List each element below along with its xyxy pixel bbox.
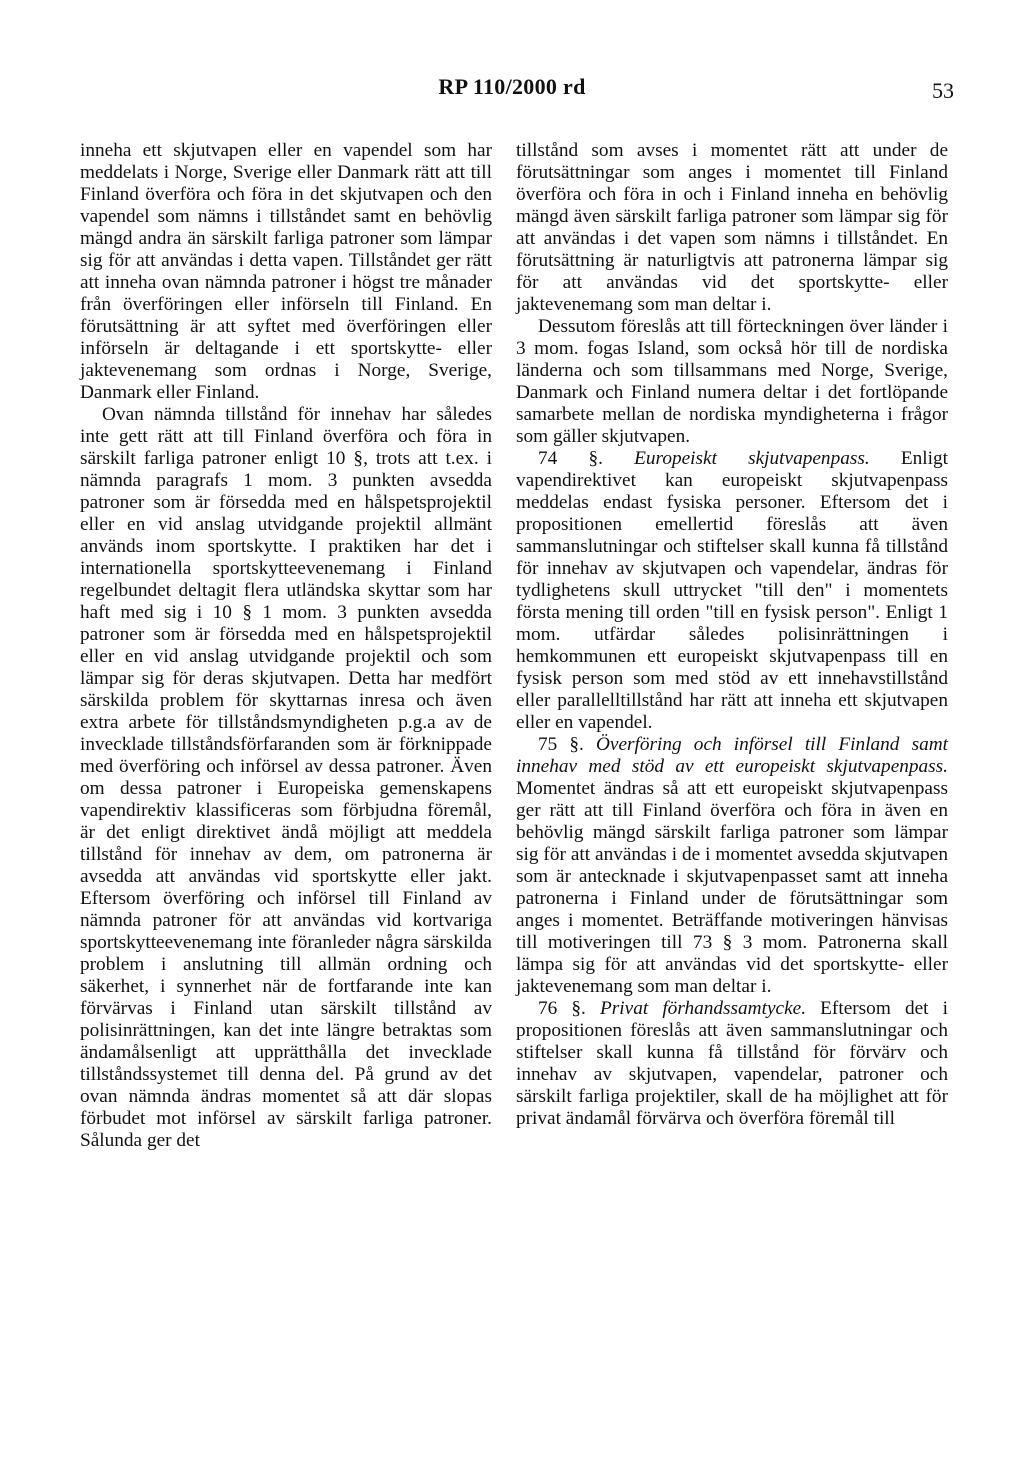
section-74-heading: Europeiskt skjutvapenpass.: [634, 448, 870, 469]
section-75-heading: Överföring och införsel till Finland samt innehav med stöd av ett europeiskt skjutvapenpass.: [516, 734, 948, 777]
section-74-paragraph: [516, 448, 948, 734]
section-76-paragraph: [516, 998, 948, 1130]
document-title: RP 110/2000 rd: [438, 74, 586, 99]
section-75-number: 75 §.: [538, 734, 596, 755]
right-paragraph-2: Dessutom föreslås att till förteckningen över länder i 3 mom. fogas Island, som också hör till de nordiska länderna och som tillsammans med Norge, Sverige, Danmark och Finland numera deltar i det fortlöpande samarbete mellan de nordiska myndigheterna i frågor som gäller skjutvapen.: [516, 316, 948, 447]
section-75-paragraph: [516, 734, 948, 998]
left-paragraph-1: inneha ett skjutvapen eller en vapendel som har meddelats i Norge, Sverige eller Danmark rätt att till Finland överföra och föra in det skjutvapen och den vapendel som nämns i tillståndet samt en behövlig mängd andra än särskilt farliga patroner som lämpar sig för att användas i detta vapen. Tillståndet ger rätt att inneha ovan nämnda patroner i högst tre månader från överföringen eller införseln till Finland. En förutsättning är att syftet med överföringen eller införseln är deltagande i ett sportskytte- eller jaktevenemang som ordnas i Norge, Sverige, Danmark eller Finland.: [80, 140, 492, 403]
section-76-number: 76 §.: [538, 998, 600, 1019]
section-76-heading: Privat förhandssamtycke.: [600, 998, 807, 1019]
section-74-body: Enligt vapendirektivet kan europeiskt skjutvapenpass meddelas endast fysiska personer. Eftersom det i propositionen emellertid föreslås att även sammanslutningar och stiftelser skall kunna få tillstånd för innehav av skjutvapen och vapendelar, ändras för tydlighetens skull uttrycket "till den" i momentets första mening till orden "till en fysisk person". Enligt 1 mom. utfärdar således polisinrättningen i hemkommunen ett europeiskt skjutvapenpass till en fysisk person som med stöd av ett innehavstillstånd eller parallelltillstånd har rätt att inneha ett skjutvapen eller en vapendel.: [516, 448, 949, 733]
right-column: [516, 140, 948, 1130]
left-paragraph-2: Ovan nämnda tillstånd för innehav har således inte gett rätt att till Finland överföra och föra in särskilt farliga patroner enligt 10 §, trots att t.ex. i nämnda paragrafs 1 mom. 3 punkten avsedda patroner som är försedda med en hålspetsprojektil eller en vid anslag utvidgande projektil allmänt används inom sportskytte. I praktiken har det i internationella sportskytteevenemang i Finland regelbundet deltagit flera utländska skyttar som har haft med sig i 10 § 1 mom. 3 punkten avsedda patroner som är försedda med en hålspetsprojektil eller en vid anslag utvidgande projektil och som lämpar sig för deras skjutvapen. Detta har medfört särskilda problem för skyttarnas inresa och även extra arbete för tillståndsmyndigheten p.g.a av de invecklade tillståndsförfaranden som är förknippade med överföring och införsel av dessa patroner. Även om dessa patroner i Europeiska gemenskapens vapendirektiv klassificeras som förbjudna föremål, är det enligt direktivet ändå möjligt att meddela tillstånd för innehav av dem, om patronerna är avsedda att användas vid sportskytte eller jakt. Eftersom överföring och införsel till Finland av nämnda patroner för att användas vid kortvariga sportskytteevenemang inte föranleder några särskilda problem i anslutning till allmän ordning och säkerhet, i synnerhet när de fortfarande inte kan förvärvas i Finland utan särskilt tillstånd av polisinrättningen, kan det inte längre betraktas som ändamålsenligt att upprätthålla det invecklade tillståndssystemet till denna del. På grund av det ovan nämnda ändras momentet så att där slopas förbudet mot införsel av särskilt farliga patroner. Sålunda ger det: [80, 404, 492, 1151]
right-paragraph-1: tillstånd som avses i momentet rätt att under de förutsättningar som anges i momentet till Finland överföra och föra in och i Finland inneha en behövlig mängd även särskilt farliga patroner som lämpar sig för att användas i det vapen som nämns i tillståndet. En förutsättning är naturligtvis att patronerna lämpar sig för att användas vid det sportskytte- eller jaktevenemang som man deltar i.: [516, 140, 948, 315]
page-number: 53: [932, 78, 954, 103]
left-column: [80, 140, 492, 1152]
section-75-body: Momentet ändras så att ett europeiskt skjutvapenpass ger rätt att till Finland överföra och föra in även en behövlig mängd särskilt farliga patroner som lämpar sig för att användas i de i momentet avsedda skjutvapen som är antecknade i skjutvapenpasset samt att inneha patronerna i Finland under de förutsättningar som anges i momentet. Beträffande motiveringen hänvisas till motiveringen till 73 § 3 mom. Patronerna skall lämpa sig för att användas vid det sportskytte- eller jaktevenemang som man deltar i.: [516, 778, 948, 997]
section-76-body: Eftersom det i propositionen föreslås att även sammanslutningar och stiftelser skall kunna få tillstånd för förvärv och innehav av skjutvapen, vapendelar, patroner och särskilt farliga projektiler, skall de ha möjlighet att för privat ändamål förvärva och överföra föremål till: [516, 998, 948, 1129]
page-header: [0, 74, 1024, 104]
section-74-number: 74 §.: [538, 448, 635, 469]
